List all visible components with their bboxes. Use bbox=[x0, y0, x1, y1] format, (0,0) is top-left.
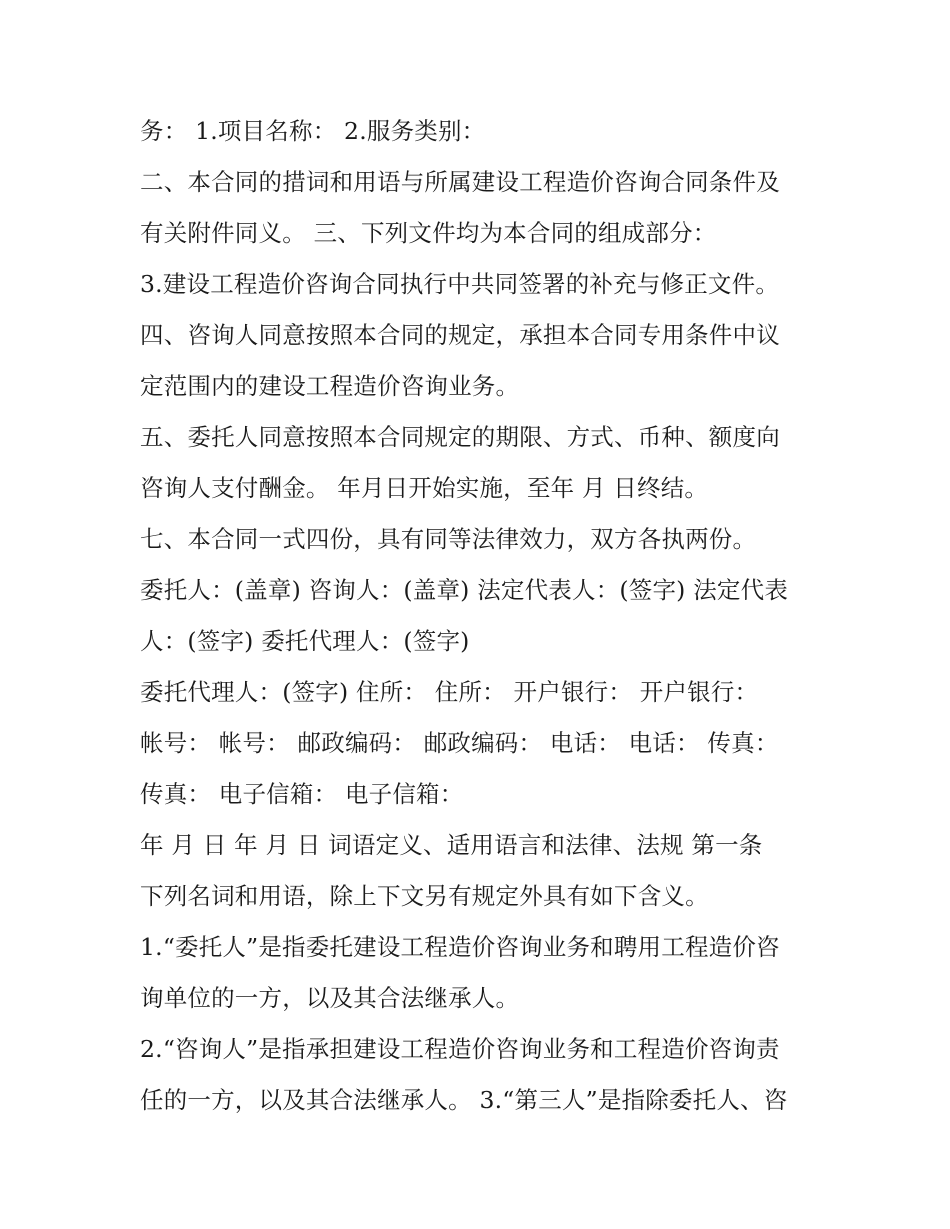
text-line: 3.建设工程造价咨询合同执行中共同签署的补充与修正文件。 bbox=[140, 270, 780, 298]
text-line: 年 月 日 年 月 日 词语定义、适用语言和法律、法规 第一条 bbox=[140, 831, 763, 859]
text-line: 七、本合同一式四份，具有同等法律效力，双方各执两份。 bbox=[140, 525, 757, 553]
text-line: 下列名词和用语，除上下文另有规定外具有如下含义。 bbox=[140, 882, 709, 910]
text-line: 五、委托人同意按照本合同规定的期限、方式、币种、额度向 bbox=[140, 423, 780, 451]
text-line: 四、咨询人同意按照本合同的规定，承担本合同专用条件中议 bbox=[140, 321, 780, 349]
text-line: 人：(签字) 委托代理人：(签字) bbox=[140, 627, 470, 655]
text-line: 传真： 电子信箱： 电子信箱： bbox=[140, 780, 464, 808]
text-line: 帐号： 帐号： 邮政编码： 邮政编码： 电话： 电话： 传真： bbox=[140, 729, 779, 757]
text-line: 咨询人支付酬金。 年月日开始实施，至年 月 日终结。 bbox=[140, 474, 709, 502]
text-line: 务： 1.项目名称： 2.服务类别： bbox=[140, 117, 486, 145]
text-line: 有关附件同义。 三、下列文件均为本合同的组成部分： bbox=[140, 219, 717, 247]
text-line: 2.“咨询人”是指承担建设工程造价咨询业务和工程造价咨询责 bbox=[140, 1035, 780, 1063]
text-line: 定范围内的建设工程造价咨询业务。 bbox=[140, 372, 520, 400]
text-line: 委托代理人：(签字) 住所： 住所： 开户银行： 开户银行： bbox=[140, 678, 759, 706]
text-line: 询单位的一方，以及其合法继承人。 bbox=[140, 984, 520, 1012]
contract-text-body bbox=[140, 106, 830, 1126]
text-line: 二、本合同的措词和用语与所属建设工程造价咨询合同条件及 bbox=[140, 168, 780, 196]
text-line: 任的一方，以及其合法继承人。 3.“第三人”是指除委托人、咨 bbox=[140, 1086, 788, 1114]
text-line: 1.“委托人”是指委托建设工程造价咨询业务和聘用工程造价咨 bbox=[140, 933, 780, 961]
text-line: 委托人：(盖章) 咨询人：(盖章) 法定代表人：(签字) 法定代表 bbox=[140, 576, 789, 604]
